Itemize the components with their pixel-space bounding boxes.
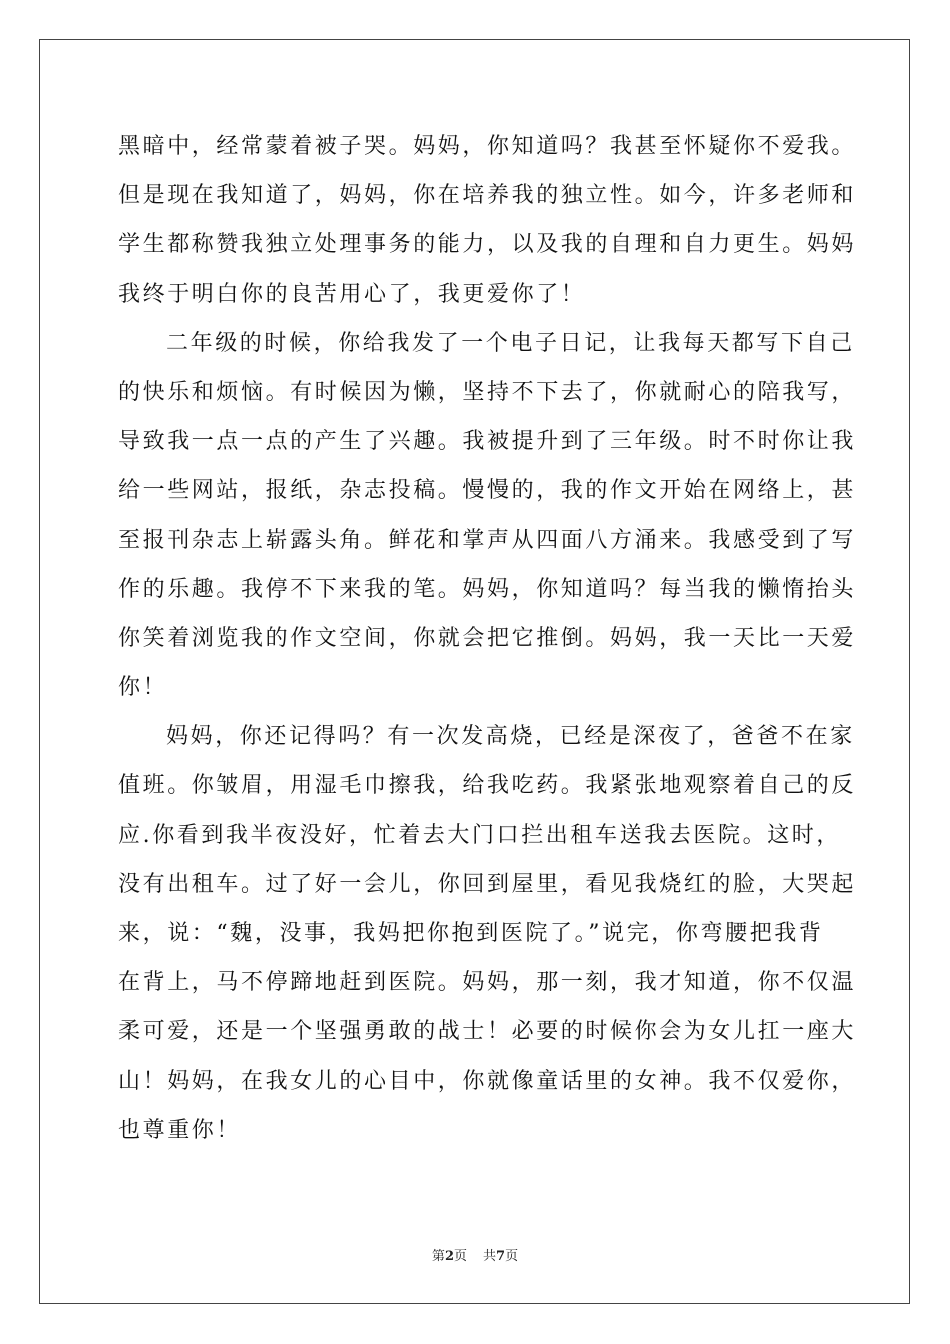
text-line: 学生都称赞我独立处理事务的能力，以及我的自理和自力更生。妈妈 [118, 232, 857, 258]
total-suffix: 页 [505, 1249, 519, 1264]
text-line: 但是现在我知道了，妈妈，你在培养我的独立性。如今，许多老师和 [118, 183, 857, 209]
total-prefix: 共 [483, 1249, 497, 1264]
text-line: 值班。你皱眉，用湿毛巾擦我，给我吃药。我紧张地观察着自己的反 [118, 773, 857, 799]
text-line: 黑暗中，经常蒙着被子哭。妈妈，你知道吗？我甚至怀疑你不爱我。 [118, 134, 857, 159]
text-line: 没有出租车。过了好一会儿，你回到屋里，看见我烧红的脸，大哭起 [118, 871, 857, 897]
text-line: 来，说：“魏，没事，我妈把你抱到医院了。”说完，你弯腰把我背 [118, 921, 824, 946]
text-line: 妈妈，你还记得吗？有一次发高烧，已经是深夜了，爸爸不在家 [166, 724, 855, 750]
total-number: 7 [496, 1249, 506, 1264]
text-line: 二年级的时候，你给我发了一个电子日记，让我每天都写下自己 [166, 330, 855, 356]
page-indicator [432, 1245, 467, 1264]
text-line: 你！ [118, 675, 168, 701]
text-line: 山！妈妈，在我女儿的心目中，你就像童话里的女神。我不仅爱你， [118, 1068, 857, 1094]
page-number: 2 [444, 1249, 454, 1264]
page-suffix: 页 [453, 1249, 467, 1264]
total-indicator [483, 1245, 518, 1264]
text-line: 导致我一点一点的产生了兴趣。我被提升到了三年级。时不时你让我 [118, 429, 857, 455]
text-line: 在背上，马不停蹄地赶到医院。妈妈，那一刻，我才知道，你不仅温 [118, 970, 857, 996]
text-line: 也尊重你！ [118, 1117, 242, 1143]
text-line: 你笑着浏览我的作文空间，你就会把它推倒。妈妈，我一天比一天爱 [118, 625, 857, 651]
text-line: 应.你看到我半夜没好，忙着去大门口拦出租车送我去医院。这时， [118, 822, 841, 848]
text-line: 柔可爱，还是一个坚强勇敢的战士！必要的时候你会为女儿扛一座大 [118, 1019, 857, 1045]
text-line: 作的乐趣。我停不下来我的笔。妈妈，你知道吗？每当我的懒惰抬头 [118, 576, 857, 602]
document-body [118, 122, 857, 1155]
text-line: 给一些网站，报纸，杂志投稿。慢慢的，我的作文开始在网络上，甚 [118, 478, 857, 504]
text-line: 的快乐和烦恼。有时候因为懒，坚持不下去了，你就耐心的陪我写， [118, 379, 857, 405]
page-footer [0, 1245, 950, 1264]
page-prefix: 第 [431, 1249, 445, 1264]
text-line: 至报刊杂志上崭露头角。鲜花和掌声从四面八方涌来。我感受到了写 [118, 527, 857, 553]
text-line: 我终于明白你的良苦用心了，我更爱你了！ [118, 281, 586, 307]
